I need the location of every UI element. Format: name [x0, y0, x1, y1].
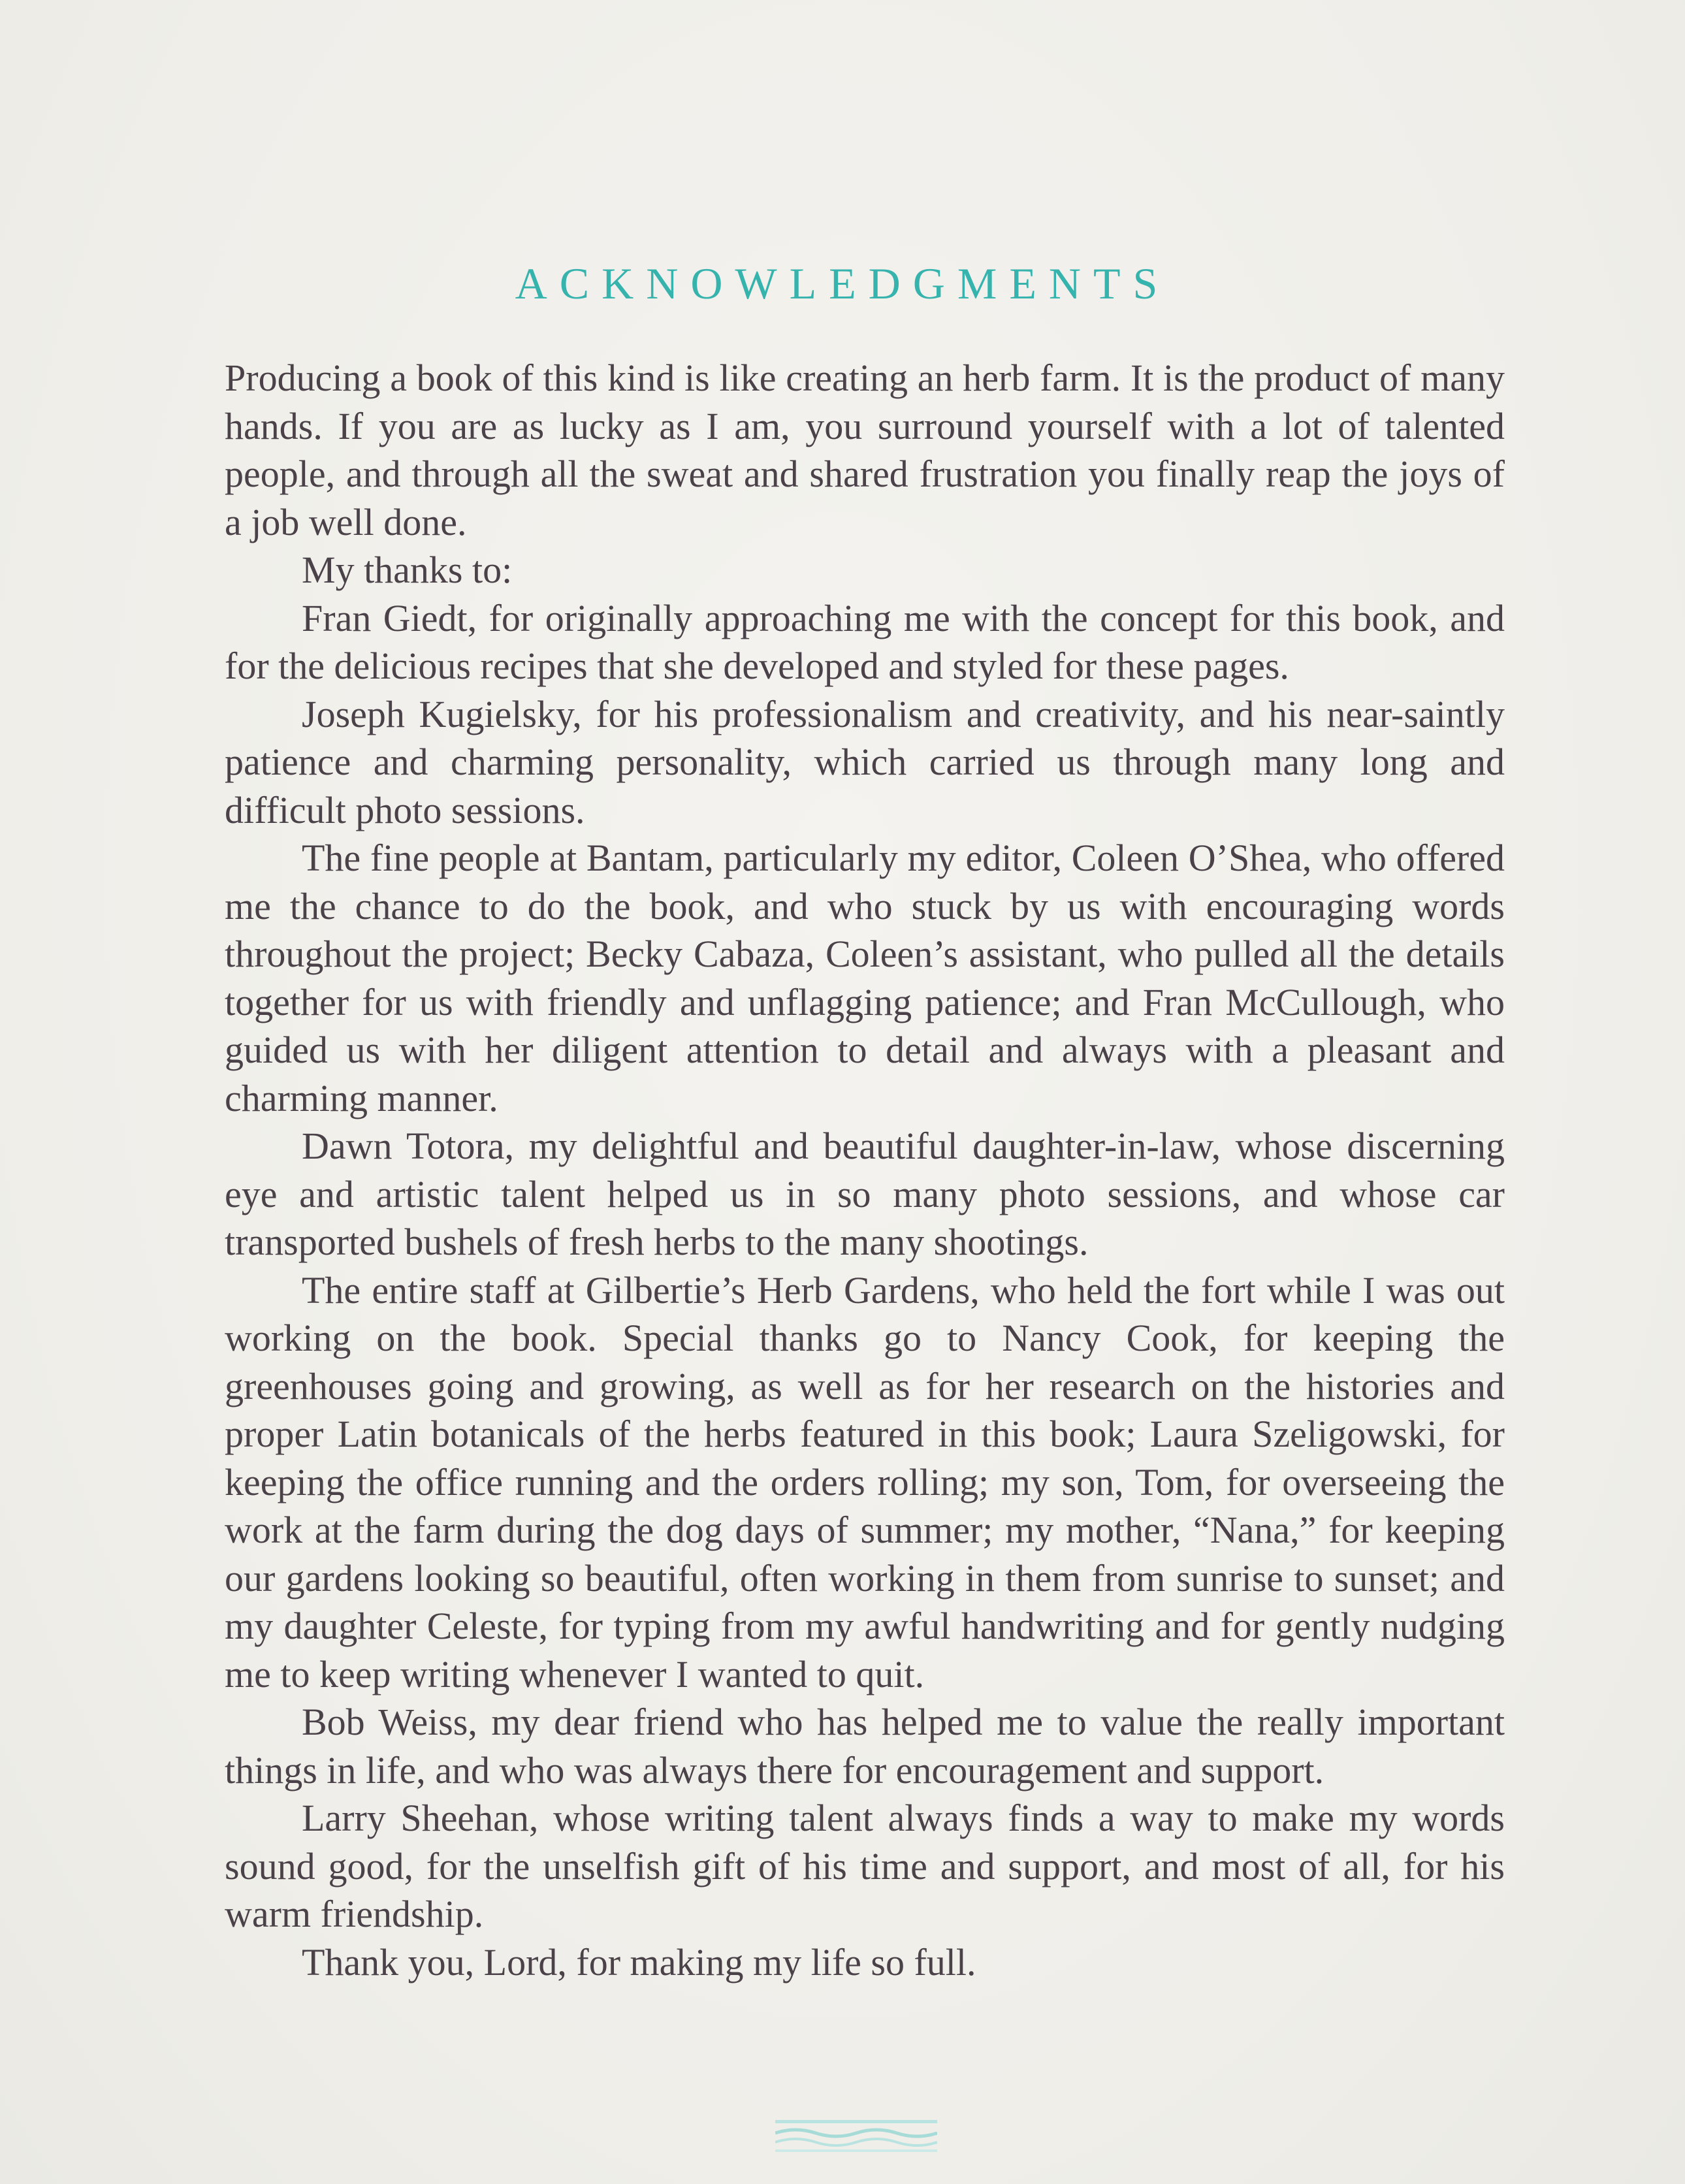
paragraph-dawn-totora: Dawn Totora, my delightful and beautiful daughter-in-law, whose discerning eye and artistic talent helped us in so many photo sessions, and whose car transported bushels of fresh herbs to the many shootings. — [225, 1125, 1505, 1263]
paragraph-bantam: The fine people at Bantam, particularly my editor, Coleen O’Shea, who offered me the chance to do the book, and who stuck by us with encouraging words throughout the project; Becky Cabaza, Coleen’s assistant, who pulled all the details together for us with friendly and unflagging patience; and Fran McCullough, who guided us with her diligent attention to detail and always with a pleasant and charming manner. — [225, 837, 1505, 1119]
wave-lines-ornament-icon — [775, 2115, 937, 2154]
paragraph-joseph-kugielsky: Joseph Kugielsky, for his professionalism and creativity, and his near-saintly patience and charming personality, which carried us through many long and difficult photo sessions. — [225, 692, 1505, 831]
paragraph-fran-giedt: Fran Giedt, for originally approaching me with the concept for this book, and for the delicious recipes that she developed and styled for these pages. — [225, 596, 1505, 687]
paragraph-gilberties-staff: The entire staff at Gilbertie’s Herb Gardens, who held the fort while I was out working on the book. Special thanks go to Nancy Cook, for keeping the greenhouses going and growing, as well as for her research on the histories and proper Latin botanicals of the herbs featured in this book; Laura Szeligowski, for keeping the office running and the orders rolling; my son, Tom, for overseeing the work at the farm during the dog days of summer; my mother, “Nana,” for keeping our gardens looking so beautiful, often working in them from sunrise to sunset; and my daughter Celeste, for typing from my awful handwriting and for gently nudging me to keep writing whenever I wanted to quit. — [225, 1268, 1505, 1695]
acknowledgments-body — [225, 354, 1505, 1986]
paragraph-intro: Producing a book of this kind is like creating an herb farm. It is the product of many hands. If you are as lucky as I am, you surround yourself with a lot of talented people, and through all the sweat and shared frustration you finally reap the joys of a job well done. — [225, 357, 1505, 543]
paragraph-thanks: My thanks to: — [302, 549, 513, 591]
paragraph-closing: Thank you, Lord, for making my life so full. — [302, 1940, 976, 1983]
paragraph-larry-sheehan: Larry Sheehan, whose writing talent always finds a way to make my words sound good, for the unselfish gift of his time and support, and most of all, for his warm friendship. — [225, 1797, 1505, 1935]
page-title: ACKNOWLEDGMENTS — [515, 259, 1170, 308]
paragraph-bob-weiss: Bob Weiss, my dear friend who has helped me to value the really important things in life, and who was always there for encouragement and support. — [225, 1701, 1505, 1791]
